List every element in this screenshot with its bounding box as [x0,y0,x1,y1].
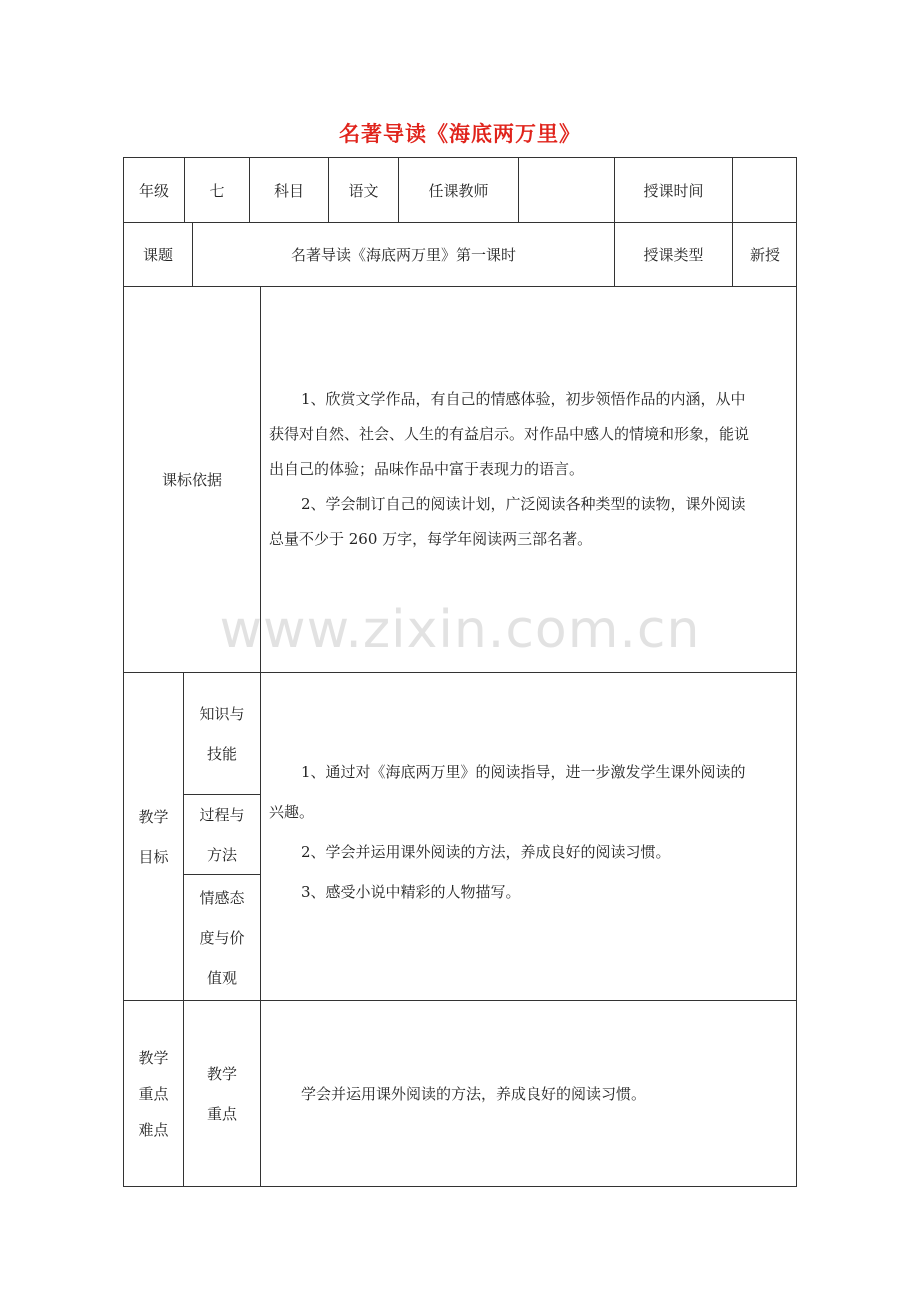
basis-paragraph-1-line-3: 出自己的体验；品味作品中富于表现力的语言。 [269,460,585,478]
topic-label: 课题 [123,222,192,286]
keypoints-label [123,1000,183,1187]
grade-value: 七 [184,157,249,222]
goal-knowledge-skills-line-1: 知识与 [199,704,245,723]
time-label: 授课时间 [614,157,732,222]
subject-value: 语文 [328,157,398,222]
keypoints-text: 学会并运用课外阅读的方法，养成良好的阅读习惯。 [301,1084,647,1103]
topic-value: 名著导读《海底两万里》第一课时 [192,222,614,286]
keypoints-label-line-2: 重点 [138,1085,169,1103]
type-label: 授课类型 [614,222,732,286]
teacher-value [518,157,614,222]
basis-paragraph-1-line-2: 获得对自然、社会、人生的有益启示。对作品中感人的情境和形象，能说 [269,425,750,443]
teacher-label: 任课教师 [398,157,518,222]
basis-label: 课标依据 [123,286,260,672]
goal-emotion-values-line-1: 情感态 [199,888,245,907]
goals-content [260,672,797,1000]
keypoints-label-line-3: 难点 [138,1121,169,1139]
goal-knowledge-skills [183,672,260,794]
goal-process-methods-line-1: 过程与 [199,805,245,824]
goal-emotion-values-line-3: 值观 [206,968,237,987]
goal-3: 3、感受小说中精彩的人物描写。 [301,882,521,901]
type-value: 新授 [732,222,797,286]
basis-paragraph-2-line-2: 总量不少于 260 万字，每学年阅读两三部名著。 [269,530,593,548]
goal-emotion-values [183,874,260,1000]
goals-label-line-1: 教学 [138,807,169,826]
goal-2: 2、学会并运用课外阅读的方法，养成良好的阅读习惯。 [301,842,671,861]
basis-paragraph-2-line-1: 2、学会制订自己的阅读计划，广泛阅读各种类型的读物，课外阅读 [301,495,746,513]
goal-1-line-2: 兴趣。 [269,802,315,821]
goal-1-line-1: 1、通过对《海底两万里》的阅读指导，进一步激发学生课外阅读的 [301,762,746,781]
watermark: www.zixin.com.cn [219,600,701,660]
time-value [732,157,797,222]
subject-label: 科目 [249,157,328,222]
keypoints-sub-label [183,1000,260,1187]
goal-process-methods-line-2: 方法 [206,845,237,864]
goal-process-methods [183,794,260,874]
keypoints-label-line-1: 教学 [138,1049,169,1067]
keypoints-sub-line-1: 教学 [206,1065,237,1083]
basis-paragraph-1-line-1: 1、欣赏文学作品，有自己的情感体验，初步领悟作品的内涵，从中 [301,390,746,408]
grade-label: 年级 [123,157,184,222]
document-title: 名著导读《海底两万里》 [339,121,581,146]
goal-emotion-values-line-2: 度与价 [199,928,245,947]
goals-label [123,672,183,1000]
goals-label-line-2: 目标 [138,847,169,866]
keypoints-sub-line-2: 重点 [206,1105,237,1123]
keypoints-content [260,1000,797,1187]
goal-knowledge-skills-line-2: 技能 [206,744,237,763]
